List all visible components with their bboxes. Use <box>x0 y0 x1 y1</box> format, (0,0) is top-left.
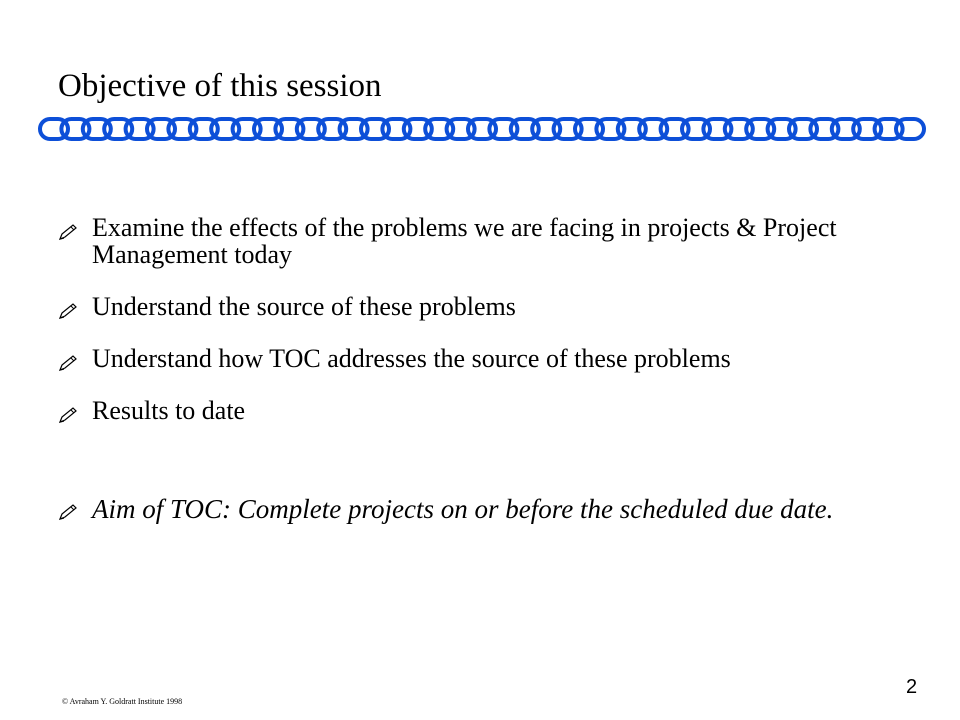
list-item <box>58 345 918 372</box>
pencil-icon <box>58 406 78 424</box>
list-item <box>58 397 918 424</box>
bullet-text: Understand the source of these problems <box>92 292 516 321</box>
pencil-icon <box>58 354 78 372</box>
bullet-list <box>58 214 918 528</box>
pencil-icon <box>58 223 78 241</box>
list-item <box>58 293 918 320</box>
bullet-text: Examine the effects of the problems we are facing in projects & Project Management today <box>92 213 837 269</box>
pencil-icon <box>58 503 78 521</box>
list-item <box>58 490 918 528</box>
chain-link <box>896 119 924 139</box>
chain-divider <box>38 116 928 142</box>
list-item <box>58 214 918 268</box>
bullet-text: Results to date <box>92 396 246 425</box>
slide-title: Objective of this session <box>58 68 382 104</box>
copyright-notice: © Avraham Y. Goldratt Institute 1998 <box>62 697 183 706</box>
pencil-icon <box>58 302 78 320</box>
bullet-text: Understand how TOC addresses the source of these problems <box>92 344 731 373</box>
bullet-text: Aim of TOC: Complete projects on or before the scheduled due date. <box>92 494 834 524</box>
page-number: 2 <box>906 676 918 698</box>
